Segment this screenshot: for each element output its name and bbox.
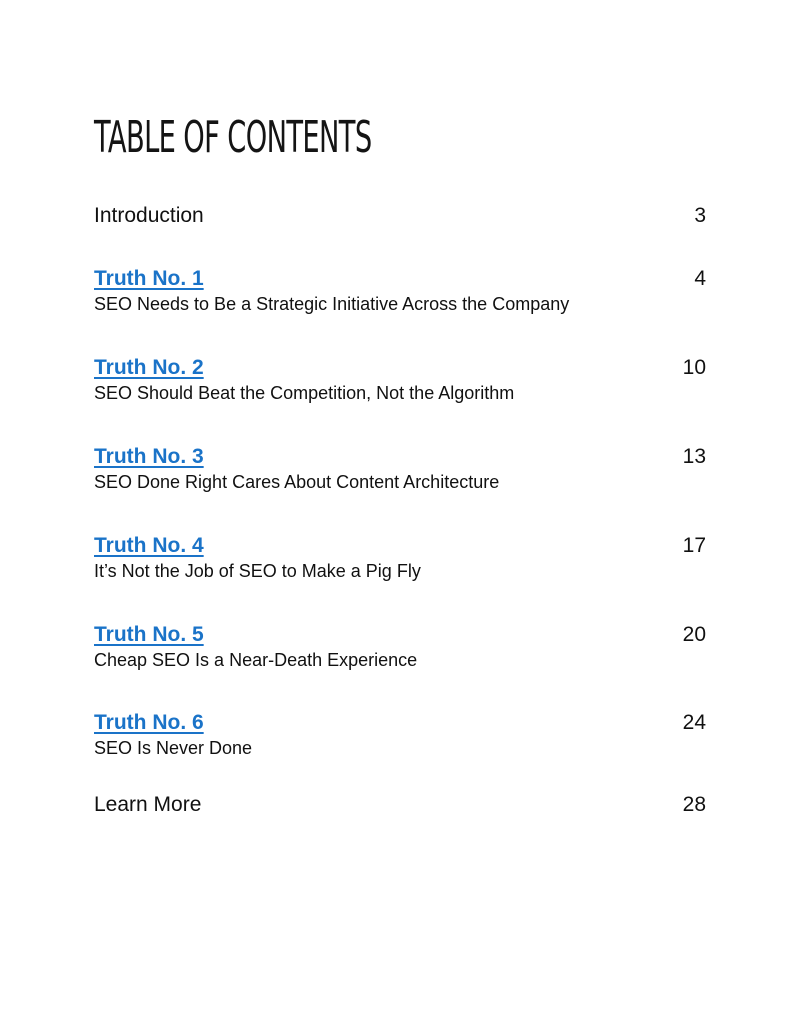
toc-entry-truth-6: [94, 710, 706, 759]
truth-5-link[interactable]: Truth No. 5: [94, 623, 204, 646]
truth-3-link[interactable]: Truth No. 3: [94, 445, 204, 468]
toc-entry-subtitle: It’s Not the Job of SEO to Make a Pig Fly: [94, 561, 421, 581]
toc-entry-page-number: 28: [682, 793, 706, 816]
toc-entry-truth-5: [94, 622, 706, 671]
page-title: TABLE OF CONTENTS: [94, 112, 372, 163]
toc-entry-subtitle: SEO Needs to Be a Strategic Initiative Across the Company: [94, 294, 570, 314]
toc-entry-truth-4: [94, 533, 706, 582]
toc-entry-learn-more: [94, 792, 706, 818]
truth-1-link[interactable]: Truth No. 1: [94, 267, 204, 290]
toc-entry-page-number: 13: [682, 445, 706, 468]
toc-entry-subtitle: Cheap SEO Is a Near-Death Experience: [94, 650, 418, 670]
toc-entry-page-number: 17: [682, 534, 706, 557]
toc-entry-subtitle: SEO Done Right Cares About Content Architecture: [94, 472, 500, 492]
toc-entry-page-number: 20: [682, 623, 706, 646]
toc-entry-introduction: [94, 203, 706, 229]
toc-entry-subtitle: SEO Is Never Done: [94, 738, 253, 758]
truth-2-link[interactable]: Truth No. 2: [94, 356, 204, 379]
toc-entry-subtitle: SEO Should Beat the Competition, Not the Algorithm: [94, 383, 515, 403]
toc-entry-truth-2: [94, 355, 706, 404]
truth-6-link[interactable]: Truth No. 6: [94, 711, 204, 734]
toc-entry-truth-1: [94, 266, 706, 315]
toc-entry-page-number: 4: [694, 267, 706, 290]
toc-entry-truth-3: [94, 444, 706, 493]
toc-entry-page-number: 3: [694, 204, 706, 227]
toc-entry-label: Introduction: [94, 204, 204, 227]
toc-entry-page-number: 10: [682, 356, 706, 379]
toc-entry-label: Learn More: [94, 793, 202, 816]
toc-entry-page-number: 24: [682, 711, 706, 734]
truth-4-link[interactable]: Truth No. 4: [94, 534, 204, 557]
